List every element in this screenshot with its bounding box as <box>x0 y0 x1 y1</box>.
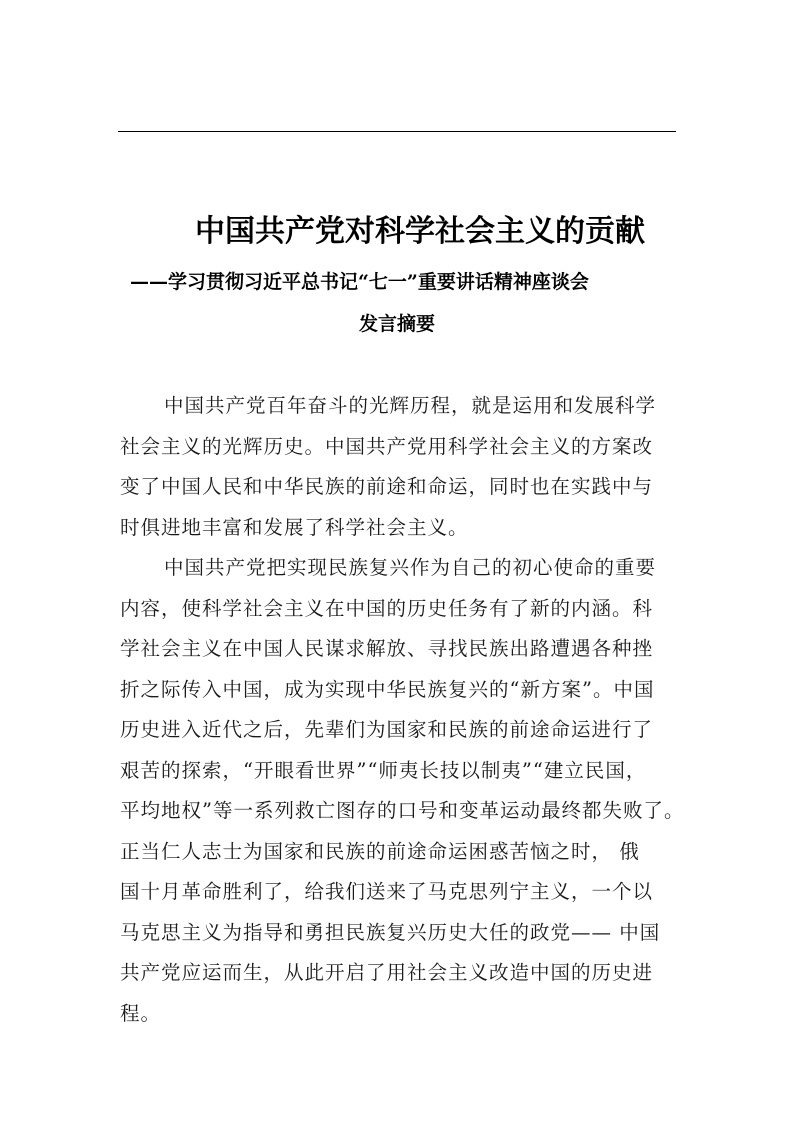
document-title: 中国共产党对科学社会主义的贡献 <box>195 214 645 249</box>
paragraph-2-line: 平均地权”等一系列救亡图存的口号和变革运动最终都失败了。 <box>120 799 685 822</box>
paragraph-1-line: 中国共产党百年奋斗的光辉历程，就是运用和发展科学 <box>164 394 657 417</box>
paragraph-2-line: 共产党应运而生，从此开启了用社会主义改造中国的历史进 <box>120 961 654 984</box>
paragraph-2-line: 国十月革命胜利了，给我们送来了马克思列宁主义，一个以 <box>120 880 654 903</box>
paragraph-2-line: 艰苦的探索，“开眼看世界”“师夷长技以制夷”“建立民国， <box>120 758 647 782</box>
paragraph-2-line: 正当仁人志士为国家和民族的前途命运困惑苦恼之时， 俄 <box>120 839 640 863</box>
paragraph-2-line: 中国共产党把实现民族复兴作为自己的初心使命的重要 <box>164 556 657 579</box>
paragraph-2-line: 马克思主义为指导和勇担民族复兴历史大任的政党—— 中国 <box>120 920 661 944</box>
document-body <box>120 386 710 1034</box>
paragraph-2-line: 程。 <box>120 1001 162 1025</box>
paragraph-2-line: 内容，使科学社会主义在中国的历史任务有了新的内涵。科 <box>120 596 654 620</box>
document-subtitle: ——学习贯彻习近平总书记“七一”重要讲话精神座谈会 <box>130 271 589 293</box>
paragraph-2-line: 折之际传入中国，成为实现中华民族复兴的“新方案”。中国 <box>120 677 655 701</box>
paragraph-2-line: 历史进入近代之后，先辈们为国家和民族的前途命运进行了 <box>120 718 654 741</box>
document-subtitle-continued: 发言摘要 <box>358 313 435 335</box>
paragraph-1-line: 时俱进地丰富和发展了科学社会主义。 <box>120 515 469 539</box>
paragraph-1-line: 变了中国人民和中华民族的前途和命运，同时也在实践中与 <box>120 475 654 498</box>
header-rule <box>118 131 676 132</box>
paragraph-1-line: 社会主义的光辉历史。中国共产党用科学社会主义的方案改 <box>120 434 654 458</box>
paragraph-2-line: 学社会主义在中国人民谋求解放、寻找民族出路遭遇各种挫 <box>120 637 654 660</box>
